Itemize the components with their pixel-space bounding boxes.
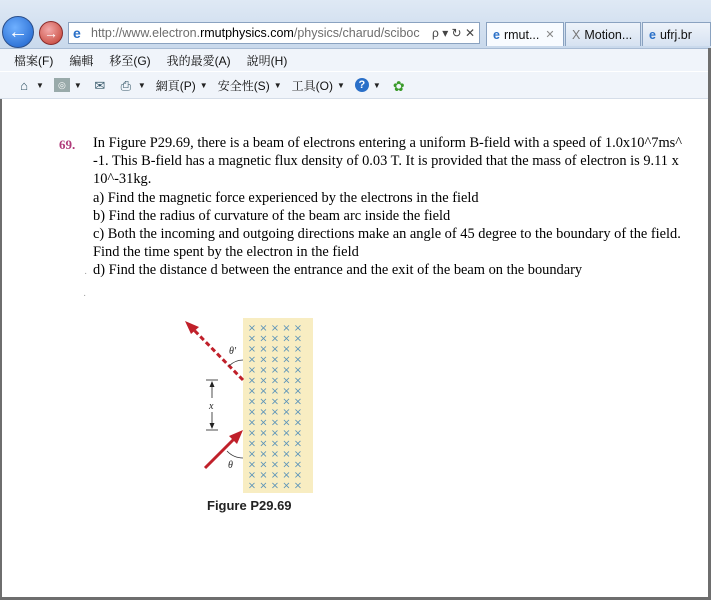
field-x-icon: × <box>282 323 291 334</box>
field-x-icon: × <box>247 323 257 334</box>
field-x-icon: × <box>259 333 268 345</box>
bullet-mark: · <box>84 268 88 279</box>
field-x-icon: × <box>293 344 303 355</box>
field-x-icon: × <box>282 407 291 418</box>
field-x-icon: × <box>259 344 268 355</box>
field-x-icon: × <box>270 428 280 439</box>
bullet-mark: · <box>83 290 87 301</box>
field-x-icon: × <box>282 459 291 471</box>
field-x-icon: × <box>247 407 257 418</box>
field-x-icon: × <box>247 417 257 429</box>
address-url[interactable]: http://www.electron.rmutphysics.com/physics/charud/sciboc <box>91 26 420 40</box>
command-bar <box>0 72 711 99</box>
question-line: In Figure P29.69, there is a beam of electrons entering a uniform B-field with a speed of 1.0x10^7ms^ <box>93 135 682 151</box>
field-x-icon: × <box>293 470 303 481</box>
home-button[interactable] <box>16 78 44 92</box>
angle-arc-theta-prime <box>229 360 243 366</box>
print-button[interactable] <box>118 78 146 92</box>
field-x-icon: × <box>293 323 303 334</box>
figure-caption: Figure P29.69 <box>207 498 292 513</box>
field-x-icon: × <box>282 386 291 397</box>
question-line: 10^-31kg. <box>93 171 152 188</box>
chevron-down-icon: ▼ <box>273 80 282 90</box>
field-x-icon: × <box>259 480 268 492</box>
field-x-icon: × <box>270 375 280 387</box>
field-x-icon: × <box>270 354 280 366</box>
field-x-icon: × <box>247 428 257 439</box>
rss-icon: ◎ <box>54 78 70 92</box>
mail-button[interactable] <box>92 78 108 92</box>
ie-tab-icon: e <box>493 27 500 42</box>
ie-page-icon: e <box>73 25 81 41</box>
field-x-icon: × <box>247 354 257 366</box>
label-theta-prime: θ′ <box>229 346 237 357</box>
tools-menu-label: 工具(O) <box>291 78 333 93</box>
field-x-icon: × <box>293 428 303 439</box>
clover-icon: ✿ <box>392 78 405 94</box>
field-x-icon: × <box>270 480 280 492</box>
field-x-icon: × <box>270 333 280 345</box>
menu-help[interactable]: 說明(H) <box>246 53 288 68</box>
safety-menu-button[interactable] <box>218 77 282 94</box>
field-x-icon: × <box>270 438 280 450</box>
field-x-icon: × <box>282 344 291 355</box>
field-x-icon: × <box>293 375 303 387</box>
field-x-icon: × <box>247 365 257 376</box>
question-part-d: d) Find the distance d between the entrance and the exit of the beam on the boundary <box>93 262 583 279</box>
field-x-icon: × <box>259 459 268 471</box>
field-x-icon: × <box>259 365 268 376</box>
field-x-icon: × <box>259 428 268 439</box>
field-x-icon: × <box>259 323 268 334</box>
field-x-icon: × <box>270 417 280 429</box>
window-border <box>0 99 2 600</box>
label-x: x <box>209 401 214 412</box>
field-x-icon: × <box>282 396 291 408</box>
field-x-icon: × <box>293 365 303 376</box>
field-x-icon: × <box>282 417 291 429</box>
field-x-icon: × <box>270 344 280 355</box>
field-x-icon: × <box>293 449 303 460</box>
chevron-down-icon: ▼ <box>372 80 381 90</box>
field-x-icon: × <box>282 375 291 387</box>
field-x-icon: × <box>247 470 257 481</box>
tools-menu-button[interactable] <box>292 77 345 94</box>
mail-icon: ✉ <box>94 78 106 93</box>
address-bar[interactable] <box>68 22 480 44</box>
field-x-icon: × <box>282 333 291 345</box>
field-x-icon: × <box>259 396 268 408</box>
field-x-icon: × <box>270 407 280 418</box>
arrow-right-icon: → <box>44 25 58 41</box>
tab-motion[interactable] <box>565 22 641 46</box>
tab-label: Motion... <box>584 27 633 42</box>
menu-favorites[interactable]: 我的最愛(A) <box>166 53 231 68</box>
field-x-icon: × <box>293 354 303 366</box>
field-x-icon: × <box>259 386 268 397</box>
chevron-down-icon: ▼ <box>336 80 345 90</box>
arrow-left-icon: ← <box>8 20 28 43</box>
chevron-down-icon: ▼ <box>36 80 44 90</box>
field-x-icon: × <box>293 459 303 471</box>
field-x-icon: × <box>247 386 257 397</box>
tab-label: rmut... <box>503 27 540 42</box>
question-text <box>93 134 688 280</box>
field-x-icon: × <box>259 449 268 460</box>
field-x-icon: × <box>247 333 257 345</box>
home-icon: ⌂ <box>20 78 28 93</box>
field-x-icon: × <box>247 480 257 492</box>
menu-bar <box>0 49 711 71</box>
field-x-icon: × <box>282 470 291 481</box>
feeds-button[interactable] <box>54 78 82 92</box>
field-x-icon: × <box>293 438 303 450</box>
field-x-icon: × <box>293 417 303 429</box>
menu-file[interactable]: 檔案(F) <box>14 53 54 68</box>
ie-tab-icon: e <box>649 27 656 42</box>
safety-menu-label: 安全性(S) <box>217 78 270 93</box>
back-button[interactable] <box>2 16 34 48</box>
tab-ufrj[interactable] <box>642 22 711 46</box>
field-x-icon: × <box>247 344 257 355</box>
field-x-icon: × <box>247 396 257 408</box>
field-x-marks <box>248 323 302 492</box>
field-x-icon: × <box>282 365 291 376</box>
field-x-icon: × <box>293 480 303 492</box>
chevron-down-icon: ▼ <box>73 80 82 90</box>
help-menu-button[interactable] <box>355 78 381 92</box>
question-part-a: a) Find the magnetic force experienced by the electrons in the field <box>93 189 479 206</box>
field-x-icon: × <box>270 396 280 408</box>
field-x-icon: × <box>247 459 257 471</box>
question-line: Find the time spent by the electron in the field <box>93 244 359 261</box>
field-x-icon: × <box>270 470 280 481</box>
field-x-icon: × <box>259 354 268 366</box>
question-part-c: c) Both the incoming and outgoing directions make an angle of 45 degree to the boundary of the field. <box>93 226 681 243</box>
page-menu-label: 網頁(P) <box>155 78 196 93</box>
figure-p29-69 <box>180 318 330 498</box>
tab-rmut[interactable] <box>486 22 564 46</box>
address-controls[interactable]: ρ ▾ ↻ ✕ <box>432 26 475 40</box>
tab-favicon-icon: X <box>572 27 581 42</box>
research-button[interactable] <box>391 78 407 92</box>
forward-button[interactable] <box>39 21 63 45</box>
question-part-b: b) Find the radius of curvature of the beam arc inside the field <box>93 207 451 224</box>
field-x-icon: × <box>259 417 268 429</box>
field-x-icon: × <box>270 459 280 471</box>
field-x-icon: × <box>282 438 291 450</box>
field-x-icon: × <box>282 354 291 366</box>
field-x-icon: × <box>270 365 280 376</box>
field-x-icon: × <box>282 449 291 460</box>
field-x-icon: × <box>259 407 268 418</box>
dimension-arrow-up-icon <box>210 381 215 387</box>
question-number: 69. <box>59 137 76 152</box>
menu-edit[interactable]: 編輯 <box>69 53 94 68</box>
field-x-icon: × <box>282 480 291 492</box>
field-x-icon: × <box>293 396 303 408</box>
field-x-icon: × <box>259 470 268 481</box>
field-x-icon: × <box>247 438 257 450</box>
field-x-icon: × <box>259 375 268 387</box>
field-x-icon: × <box>282 428 291 439</box>
field-x-icon: × <box>259 438 268 450</box>
field-x-icon: × <box>293 386 303 397</box>
page-menu-button[interactable] <box>156 77 208 94</box>
field-x-icon: × <box>270 323 280 334</box>
field-x-icon: × <box>247 449 257 460</box>
chevron-down-icon: ▼ <box>137 80 146 90</box>
tab-label: ufrj.br <box>659 27 692 42</box>
field-x-icon: × <box>270 449 280 460</box>
help-icon: ? <box>355 78 369 92</box>
close-tab-icon[interactable]: ✕ <box>545 29 555 41</box>
angle-arc-theta <box>227 451 243 458</box>
field-x-icon: × <box>293 407 303 418</box>
menu-go[interactable]: 移至(G) <box>109 53 151 68</box>
field-x-icon: × <box>247 375 257 387</box>
question-line: -1. This B-field has a magnetic flux density of 0.03 T. It is provided that the mass of electron is 9.11 x <box>93 153 679 170</box>
label-theta: θ <box>228 460 233 471</box>
dimension-arrow-down-icon <box>210 423 215 429</box>
printer-icon: ⎙ <box>120 78 132 93</box>
chevron-down-icon: ▼ <box>199 80 208 90</box>
field-x-icon: × <box>270 386 280 397</box>
field-x-icon: × <box>293 333 303 345</box>
browser-toolbar <box>0 0 711 49</box>
